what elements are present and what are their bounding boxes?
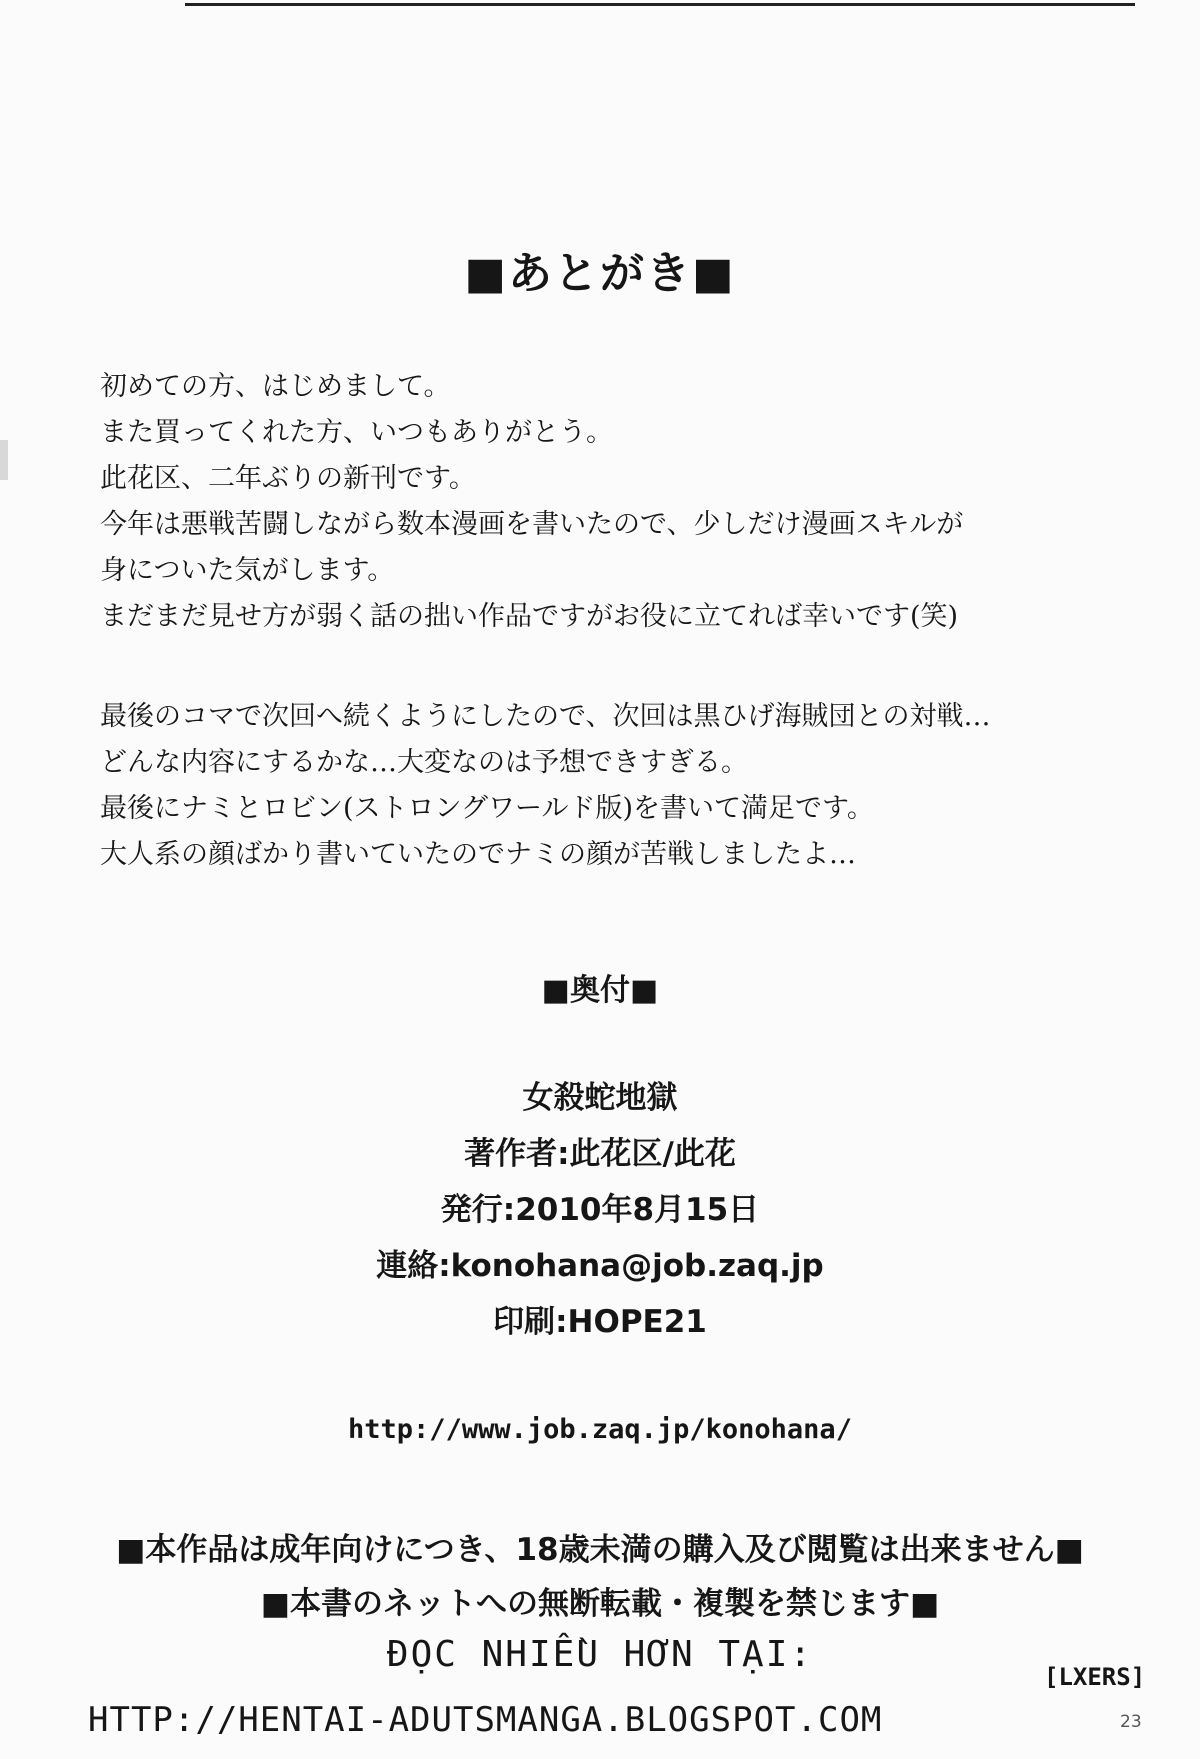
author-line: 著作者:此花区/此花	[464, 1136, 736, 1172]
afterword-line: 此花区、二年ぶりの新刊です。	[100, 463, 476, 494]
colophon-title: ■奥付■	[541, 973, 659, 1008]
issue-date-line: 発行:2010年8月15日	[440, 1192, 760, 1228]
colophon-block	[0, 1070, 1200, 1350]
contact-line: 連絡:konohana@job.zaq.jp	[376, 1248, 824, 1284]
afterword-title: ■あとがき■	[464, 248, 736, 299]
afterword-line: どんな内容にするかな…大変なのは予想できすぎる。	[100, 747, 748, 778]
scan-smudge	[0, 440, 8, 480]
afterword-line: また買ってくれた方、いつもありがとう。	[100, 417, 613, 448]
adult-notice: ■本作品は成年向けにつき、18歳未満の購入及び閲覧は出来ません■	[116, 1532, 1084, 1568]
afterword-line: 最後にナミとロビン(ストロングワールド版)を書いて満足です。	[100, 793, 874, 824]
afterword-paragraph-1	[100, 364, 1100, 640]
afterword-line: 初めての方、はじめまして。	[100, 371, 451, 402]
group-badge: [LXERS]	[1044, 1663, 1146, 1691]
afterword-line: 今年は悪戦苦闘しながら数本漫画を書いたので、少しだけ漫画スキルが	[100, 509, 964, 540]
website-url: http://www.job.zaq.jp/konohana/	[348, 1414, 852, 1445]
afterword-line: 最後のコマで次回へ続くようにしたので、次回は黒ひげ海賊団との対戦…	[100, 701, 991, 732]
page-number: 23	[1120, 1712, 1142, 1732]
afterword-line: 身についた気がします。	[100, 555, 395, 586]
afterword-line: まだまだ見せ方が弱く話の拙い作品ですがお役に立てれば幸いです(笑)	[100, 601, 959, 632]
work-title: 女殺蛇地獄	[522, 1080, 678, 1116]
copy-notice: ■本書のネットへの無断転載・複製を禁じます■	[260, 1586, 940, 1622]
promo-heading: ĐỌC NHIỀU HƠN TẠI:	[386, 1634, 814, 1675]
printer-line: 印刷:HOPE21	[493, 1304, 707, 1340]
top-rule	[185, 3, 1135, 6]
afterword-paragraph-2	[100, 694, 1100, 878]
afterword-line: 大人系の顔ばかり書いていたのでナミの顔が苦戦しましたよ…	[100, 839, 856, 870]
promo-url: HTTP://HENTAI-ADUTSMANGA.BLOGSPOT.COM	[88, 1700, 883, 1740]
